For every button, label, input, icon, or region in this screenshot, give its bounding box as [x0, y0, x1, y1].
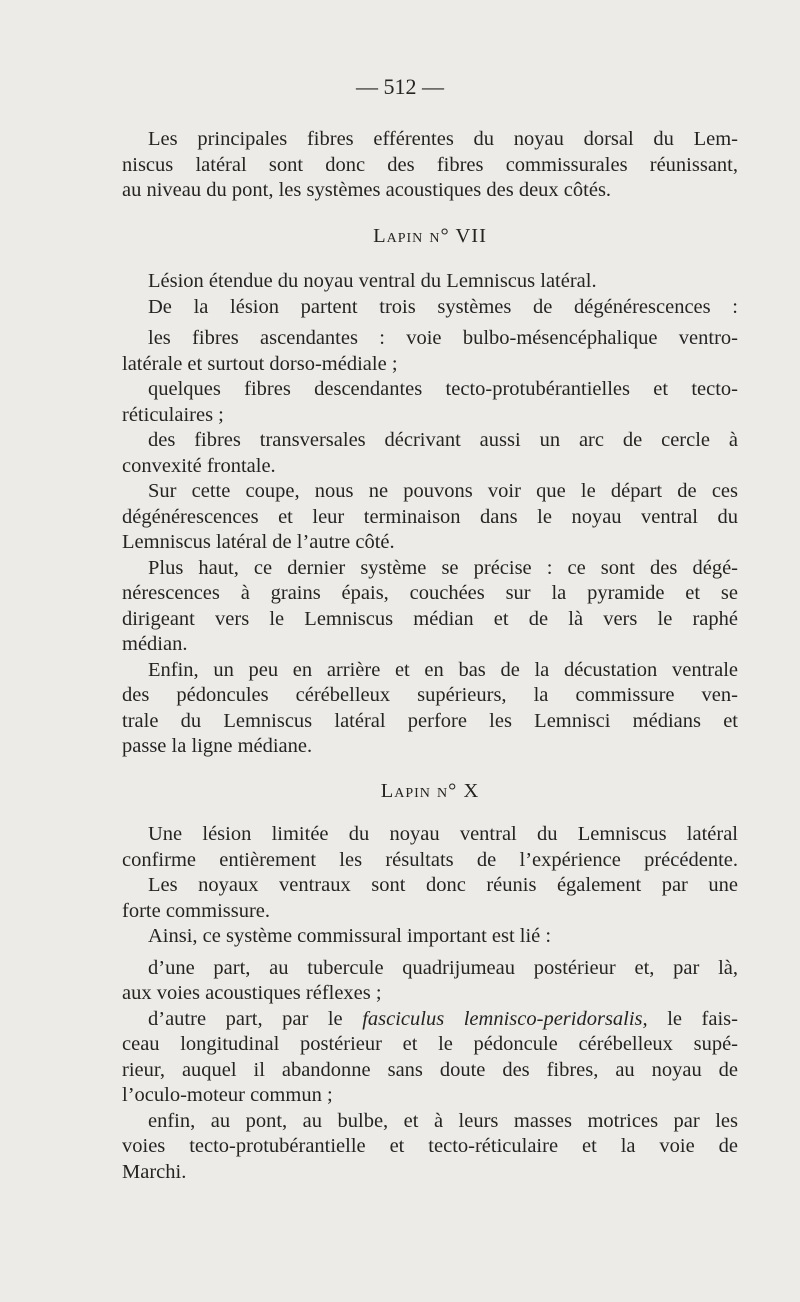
text-line: passe la ligne médiane. [122, 735, 313, 757]
text-line: Ainsi, ce système commissural important est lié : [148, 925, 552, 947]
text-line: d’une part, au tubercule quadrijumeau postérieur et, par là, [148, 956, 738, 979]
text-line: nérescences à grains épais, couchées sur la pyramide et se [122, 582, 738, 604]
text-line: niscus latéral sont donc des fibres commissurales réunissant, [122, 153, 738, 176]
text-line: rieur, auquel il abandonne sans doute des fibres, au noyau de [122, 1058, 738, 1081]
text-line: confirme entièrement les résultats de l’expérience précédente. [122, 848, 738, 871]
text-line [122, 1007, 738, 1033]
page-number: — 512 — [356, 74, 444, 99]
text-line: enfin, au pont, au bulbe, et à leurs masses motrices par les [148, 1109, 738, 1132]
section-heading-lapin-vii: Lapin n° VII [373, 224, 487, 247]
text-line: trale du Lemniscus latéral perfore les Lemnisci médians et [122, 709, 738, 732]
text-line: Marchi. [122, 1160, 187, 1183]
text-block [122, 127, 738, 1185]
text-line: médian. [122, 633, 188, 655]
text-line: au niveau du pont, les systèmes acoustiques des deux côtés. [122, 179, 612, 201]
text-line: Les principales fibres efférentes du noyau dorsal du Lem- [148, 128, 738, 150]
text-line: aux voies acoustiques réflexes ; [122, 982, 382, 1004]
section-heading-lapin-x: Lapin n° X [380, 779, 480, 802]
text-run: le fais- [647, 1007, 738, 1030]
text-line: convexité frontale. [122, 454, 276, 477]
text-line: forte commissure. [122, 899, 271, 922]
text-line: De la lésion partent trois systèmes de dégénérescences : [148, 295, 738, 318]
text-line: latérale et surtout dorso-médiale ; [122, 352, 398, 375]
text-line: des fibres transversales décrivant aussi un arc de cercle à [148, 429, 738, 451]
text-line: réticulaires ; [122, 403, 224, 426]
text-line: Enfin, un peu en arrière et en bas de la décustation ventrale [148, 658, 738, 681]
text-line: Lemniscus latéral de l’autre côté. [122, 531, 395, 553]
text-line: les fibres ascendantes : voie bulbo-mésencéphalique ventro- [148, 327, 738, 349]
text-line: Une lésion limitée du noyau ventral du Lemniscus latéral [148, 823, 738, 845]
text-line: Plus haut, ce dernier système se précise : ce sont des dégé- [148, 556, 738, 579]
text-run: d’autre part, par le [148, 1007, 363, 1030]
text-line: voies tecto-protubérantielle et tecto-réticulaire et la voie de [122, 1135, 738, 1157]
text-line: quelques fibres descendantes tecto-protubérantielles et tecto- [148, 378, 738, 400]
text-line: dégénérescences et leur terminaison dans le noyau ventral du [122, 505, 738, 528]
latin-term: fasciculus lemnisco-peridorsalis, [362, 1007, 648, 1030]
text-line: des pédoncules cérébelleux supérieurs, la commissure ven- [122, 684, 738, 706]
text-line: ceau longitudinal postérieur et le pédoncule cérébelleux supé- [122, 1033, 738, 1055]
text-line: Lésion étendue du noyau ventral du Lemniscus latéral. [148, 270, 597, 292]
text-line: Sur cette coupe, nous ne pouvons voir que le départ de ces [148, 480, 738, 502]
text-line: l’oculo-moteur commun ; [122, 1084, 333, 1106]
text-line: Les noyaux ventraux sont donc réunis également par une [148, 874, 738, 896]
text-line: dirigeant vers le Lemniscus médian et de là vers le raphé [122, 607, 738, 630]
